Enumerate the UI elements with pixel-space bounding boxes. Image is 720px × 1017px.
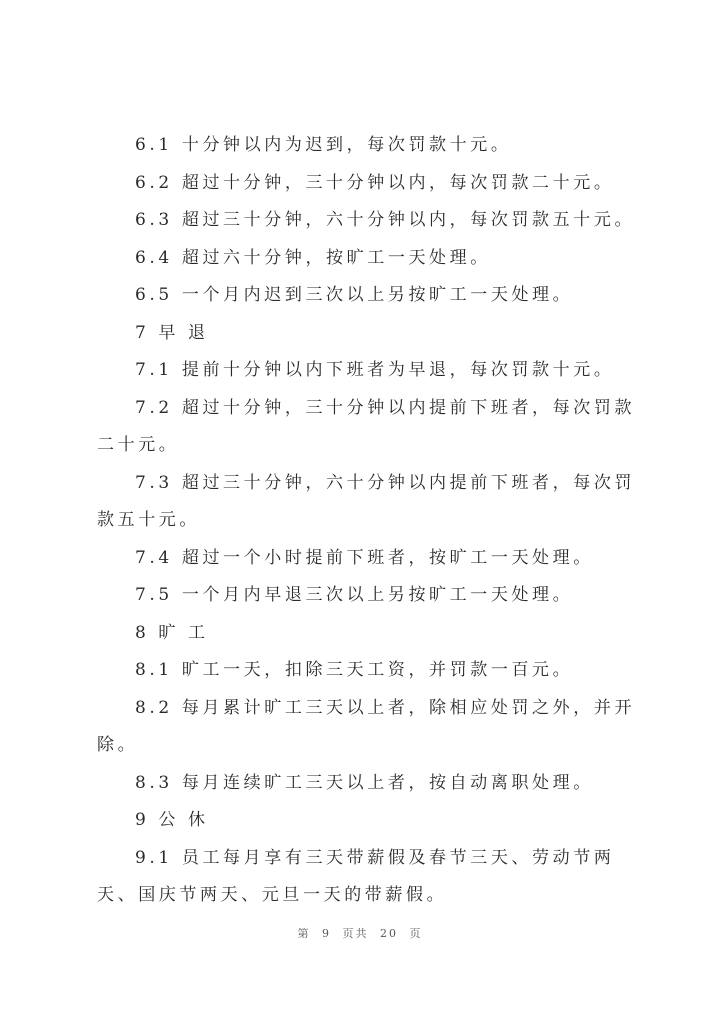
paragraph-6-3: 6.3 超过三十分钟，六十分钟以内，每次罚款五十元。 (135, 210, 636, 230)
paragraph-6-5: 6.5 一个月内迟到三次以上另按旷工一天处理。 (135, 285, 574, 305)
paragraph-7-1: 7.1 提前十分钟以内下班者为早退，每次罚款十元。 (135, 360, 615, 380)
section-heading-8: 8 旷 工 (135, 622, 209, 643)
footer-current-page: 9 (322, 927, 331, 940)
footer-total-pages: 20 (380, 927, 398, 940)
paragraph-6-4: 6.4 超过六十分钟，按旷工一天处理。 (135, 247, 491, 268)
paragraph-7-2: 7.2 超过十分钟，三十分钟以内提前下班者，每次罚款二十元。 (97, 397, 636, 455)
paragraph-8-1: 8.1 旷工一天，扣除三天工资，并罚款一百元。 (135, 660, 574, 680)
footer-page-mid: 页共 (342, 927, 369, 940)
section-heading-9: 9 公 休 (135, 810, 209, 830)
paragraph-6-1: 6.1 十分钟以内为迟到，每次罚款十元。 (135, 135, 512, 155)
paragraph-8-3: 8.3 每月连续旷工三天以上者，按自动离职处理。 (135, 772, 594, 793)
paragraph-6-2: 6.2 超过十分钟，三十分钟以内，每次罚款二十元。 (135, 172, 615, 193)
footer-page-suffix: 页 (409, 927, 423, 940)
paragraph-7-4: 7.4 超过一个小时提前下班者，按旷工一天处理。 (135, 547, 594, 568)
footer-page-prefix: 第 (297, 927, 311, 940)
page-footer (0, 925, 720, 941)
paragraph-7-3: 7.3 超过三十分钟，六十分钟以内提前下班者，每次罚款五十元。 (97, 472, 636, 530)
paragraph-9-1: 9.1 员工每月享有三天带薪假及春节三天、劳动节两天、国庆节两天、元旦一天的带薪假。 (97, 847, 615, 905)
section-heading-7: 7 早 退 (135, 322, 209, 343)
document-body (97, 127, 642, 915)
paragraph-7-5: 7.5 一个月内早退三次以上另按旷工一天处理。 (135, 585, 574, 605)
paragraph-8-2: 8.2 每月累计旷工三天以上者，除相应处罚之外，并开除。 (97, 697, 636, 755)
